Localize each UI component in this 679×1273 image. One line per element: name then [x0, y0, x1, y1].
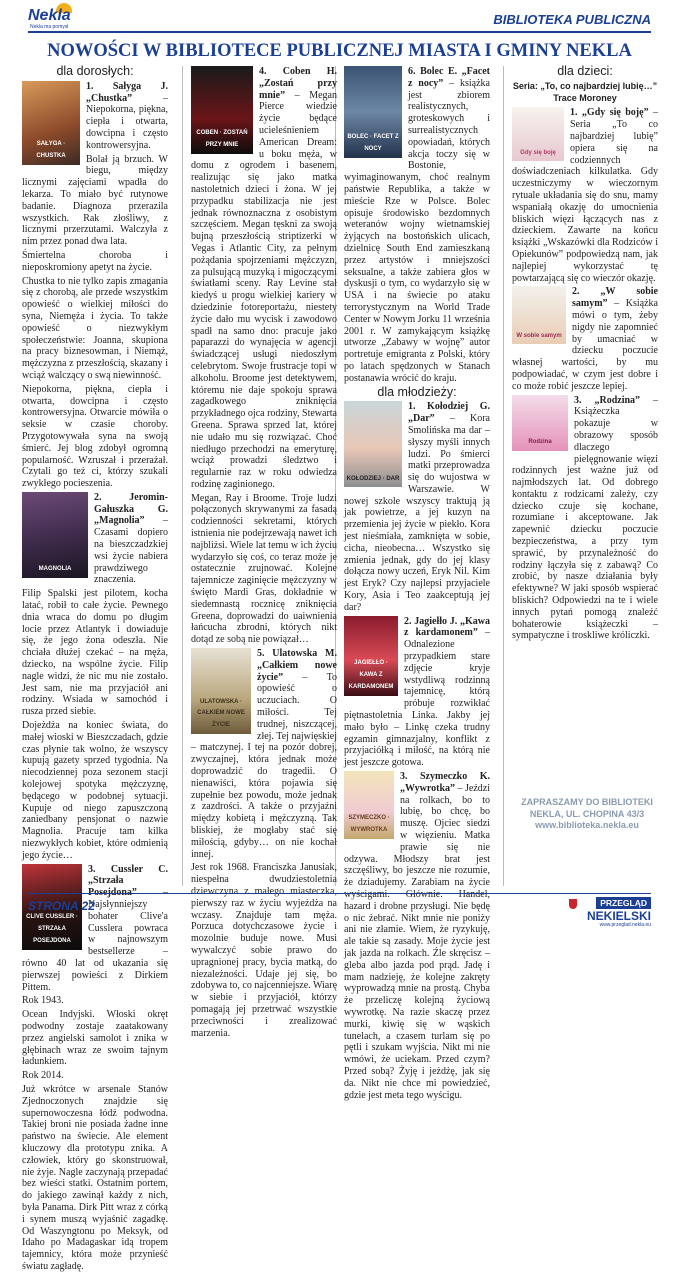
cover-gdy-sie-boje: Gdy się boję [512, 107, 564, 161]
section-label: BIBLIOTEKA PUBLICZNA [493, 12, 651, 27]
paragraph: Bolał ją brzuch. W biegu, między licznymi zajęciami wpadła do lekarza. To miało być rutynowe badanie. Diagnoza przerazila wszystkich. Rak złośliwy, z licznymi przerzutami. Walczyła z nim przez ponad dwa lata. [22, 153, 168, 248]
book-title: 3. Cussler C. „Strzała Posejdona” [88, 863, 168, 899]
book-title: 5. Ulatowska M. „Całkiem nowe życie” [257, 648, 337, 683]
page-number: STRONA 22 [28, 899, 95, 913]
book-text: – Megan Pierce wiedzie życie będące ucieleśnieniem American Dream: u boku męża, w domu z ogrodem i basenem, realizując się jako matka nastoletnich dzieci i żona. W jej przypadku stabilizacja nie jest jednak równoznaczna z osobistym szczęściem. Megan tęskni za swoją bujną przeszłością striptizerki w Vegas i Atlantic City, za pełnym pożądania spojrzeniami mężczyzn, za pulsującą muzyką i migoczącymi światłami sceny. Ray Levine stał kiedyś u progu wielkiej kariery w dziedzinie fotoreportażu, niestety życie dało mu wycisk i zawodowo spadł na samo dno: pracuje jako paparazzi do wynajęcia w agencji świadczącej usługi niedoszłym celebrytom. Swoje frustracje topi w alkoholu. Broome jest detektywem, któremu nie daje spokoju sprawa zagadkowego zniknięcia przykładnego ojca rodziny, Stewarta Greena. Sprawa sprzed lat, której nie udało mu się rozwiązać. Choć niedługo przechodzi na emeryturę, wciąż prowadzi śledztwo i regularnie raz w roku odwiedza rodzinę zaginionego. [191, 89, 337, 490]
przeglad-nekielski-logo [581, 897, 651, 927]
paragraph: Chustka to nie tylko zapis zmagania się z chorobą, ale przede wszystkim opowieść o wielkiej miłości do syna, Niemęża i życia. To także opowieść o niezwykłym społeczeństwie: Joanna, skupiona na pracy biznesowman, i Niemąż, mężczyzna z przeszłością, skazany i wciąż walczący o swą niewinność. [22, 275, 168, 381]
cover-magnolia: MAGNOLIA [22, 492, 88, 578]
masthead-top: PRZEGLĄD [596, 897, 651, 909]
book-title: 6. Bolec E. „Facet z nocy” [408, 66, 490, 89]
book-title: 2. „W sobie samym” [572, 286, 658, 310]
paragraph: Filip Spalski jest pilotem, kocha latać, robił to całe życie. Pewnego dnia wraca do domu po długim locie przez Atlantyk i dowiaduje się, że jego żona odeszła. Nie chciała dłużej czekać – na męża, dziecko, na wspólne życie. Filip nagle widzi, że nic mu nie zostało. Jest sam, nie ma przyjaciół ani rodziny. Wsiada w samochód i rusza przed siebie. [22, 588, 168, 718]
cover-rodzina: Rodzina [512, 395, 568, 451]
footer-rule [28, 893, 651, 894]
youth-heading: dla młodzieży: [377, 384, 457, 399]
book-text: – Jeździ na rolkach, bo to lubię, bo chcę, bo muszę. Ojciec siedzi w więzieniu. Matka prawie się nie odzywa. Młodszy brat jest szczęśliwy, bo jeszcze nie rozumie, że dziadujemy. Zarabiam na życie wyścigami. Głównie. Handel, hazard i drobne przysługi. Nie będę o nic żebrać. Nikt mnie nie poniży ani nie złamie. Wiem, że ryzykuję, ale takie są zasady. Moje życie jest jak jazda na rolkach. Źle skręcisz – gleba albo jazda pod prąd. Jadę i mam nadzieję, że kolejne zakręty wyprowadzą mnie na prostą. Chyba że przeliczę kolejną życiową wywrotkę. Na razie skaczę przez murki, kiwię się w wąskich tunelach, a czasem turlam się po pętli i szukam wyjścia. Nikt mi nie wmówi, że uciekam. Przed czym? Przed sobą? Żyję i jeżdżę, jak się da. Nikt nie chce mi powiedzieć, gdzie jest meta tego wyścigu. [344, 782, 490, 1101]
kids-series: Seria: „To, co najbardziej lubię…” Trace Moroney [512, 80, 658, 103]
logo-text: Nekla [28, 7, 71, 24]
book-title: 4. Coben H. „Zostań przy mnie” [259, 66, 337, 101]
masthead-url: www.przeglad.nekla.eu [599, 922, 651, 928]
paragraph: Śmiertelna choroba i nieposkromiony apetyt na życie. [22, 249, 168, 273]
cover-facet-z-nocy: BOLEC · FACET Z NOCY [344, 66, 402, 158]
paragraph: Megan, Ray i Broome. Troje ludzi połączonych skrywanymi za fasadą codzienności sekretami, których istnienia nie podejrzewają nawet ich najbliżsi. Wiele lat temu w ich życiu wydarzyło się coś, co teraz może je ostatecznie zrujnować. Kolejne tajemnicze zaginięcie mężczyzny w święto Mardi Gras, dokładnie w siedemnastą rocznicę zniknięcia Greena, doprowadzi do uaiwnienia łańcucha zbrodni, których nikt dotąd ze sobą nie powiązał… [191, 492, 337, 646]
page-header [0, 0, 679, 36]
book-text: – Seria „To co najbardziej lubię” opiera się na codziennych doświadczeniach kilkulatka. Gdy uczestniczymy w wieczornym rytuale układania się do snu, mamy wspaniałą okazję do umocnienia bliskich więzi łączących nas z dzieckiem. Zawarte na końcu książki „Wskazówki dla Rodziców i Opiekunów” podpowiedzą nam, jak najlepiej wykorzystać tę powtarzającą się co wieczór okazję. [512, 107, 659, 284]
book-text: – To opowieść o uczuciach. O miłości. Tej trudnej, niszczącej, złej. Tej najwięskiej – matczynej. I tej na pozór dobrej, zwyczajnej, która jednak może doprowadzić do tragedii. O nienawiści, która pojawia się zupełnie bez powodu, może jednak z zazdrości. A także o przyjaźni między kobietą i mężczyzną. Tak bliskiej, że mogłaby stać się miłością, gdyby… on nie kochał innej. [191, 671, 337, 860]
paragraph: Dojeżdża na koniec świata, do małej wioski w Bieszczadach, gdzie czas płynie tak wolno, że wszyscy kupują gazety sprzed tygodnia. Na niecodziennej poza sezonem stacji kolejowej spotyka mężczyznę, będącego w podobnej sytuacji. Kupuje od niego zapuszczoną zaniedbany pensjonat o nazwie Magnolia. Pracuje tam kilka niezwykłych kobiet, które odmienią jego życie… [22, 720, 168, 861]
cover-kawa-z-kardamonem: JAGIEŁŁO · KAWA Z KARDAMONEM [344, 616, 398, 696]
column-2 [191, 66, 338, 1039]
paragraph: Rok 2014. [22, 1070, 64, 1082]
book-text: – Czasami dopiero na bieszczadzkiej wsi życie nabiera prawdziwego znaczenia. [94, 515, 168, 586]
cover-dar: KOŁODZIEJ · DAR [344, 401, 402, 487]
cover-strzala-posejdona: CLIVE CUSSLER · STRZAŁA POSEJDONA [22, 864, 82, 950]
book-text: – Kora Smolińska ma dar – słyszy myśli innych ludzi. Po śmierci matki przeprowadza się do wujostwa w Warszawie. W nowej szkole wszyscy traktują ją jak powietrze, a jej kuzyn na przemienia jej życie w piekło. Kora jest nieśmiała, zamknięta w sobie, cicha, nieobecna… Wszystko się zmienia jednak, gdy do jej klasy dołącza nowy uczeń, Eryk Nil. Kim jest Eryk? Czy najlepsi przyjaciele Kory, Asia i Teo zaakceptują jej dar? [344, 413, 490, 613]
book-title: 3. Szymeczko K. „Wywrotka” [400, 771, 490, 794]
column-divider [503, 66, 504, 886]
cover-zostan-przy-mnie: COBEN · ZOSTAŃ PRZY MNIE [191, 66, 253, 154]
column-4 [512, 66, 658, 872]
book-title: 3. „Rodzina” [574, 394, 641, 406]
library-contact [512, 797, 662, 832]
kids-heading: dla dzieci: [557, 64, 613, 78]
paragraph: Już wkrótce w arsenale Stanów Zjednoczonych znajdzie się supernowoczesna łódź podwodna. Takiej broni nie posiada żadne inne państwo na świecie. Ale element kluczowy dla prototypu znika. A człowiek, który go skonstruował, nie żyje. Nagle zaczynają przepadać bez wieści statki. Ostatnim portem, do jakiego zawinął każdy z nich, była Panama. Dirk Pitt wraz z córką i synem muszą wyjaśnić zagadkę. Od Waszyngtonu po Meksyk, od Idaho po Madagaskar idą tropem tajemnicy, która może przynieść światu zagładę. [22, 1083, 168, 1272]
book-text: – Książeczka pokazuje w obrazowy sposób dlaczego pielęgnowanie więzi rodzinnych jest ważne już od najmłodszych lat. Od dobrego kontaktu z rodzicami zależy, czy dziecko czuje się kochane, rozumiane i akceptowane. Jak zapewnić dziecku poczucie bezpieczeństwa, a przy tym sprawić, by przynależność do rodziny łączyła się z zabawą? Co zrobić, by nasze działania były efektywne? W jaki sposób wspierać bliskich? Odpowiedzi na te i wiele innych pytań pomogą znaleźć bohaterowie książeczki – sympatyczne i troskliwe króliczki. [512, 394, 658, 642]
paragraph: Ocean Indyjski. Włoski okręt podwodny zostaje zaatakowany przez angielski samolot i znika w głębinach wraz ze swoim tajnym ładunkiem. [22, 1009, 168, 1068]
column-3 [344, 66, 490, 1101]
cover-calkiem-nowe-zycie: ULATOWSKA · CAŁKIEM NOWE ŻYCIE [191, 648, 251, 734]
contact-line: ZAPRASZAMY DO BIBLIOTEKI [521, 797, 653, 807]
header-rule [28, 31, 651, 33]
book-title: 1. Sałyga J. „Chustka” [86, 80, 168, 104]
book-text: – Odnalezione przypadkiem stare zdjęcie kryje wstydliwą rodzinną tajemnicę, którą próbuje rozwikłać piętnastoletnia Linka. Jakby jej mało było – Linkę czeka trudny egzamin gimnazjalny, konflikt z przyjaciółką i miłość, na którą nie jest jeszcze gotowa. [344, 627, 490, 769]
book-title: 2. Jeromin-Gałuszka G. „Magnolia” [94, 491, 168, 527]
page-title: NOWOŚCI W BIBLIOTECE PUBLICZNEJ MIASTA I GMINY NEKLA [47, 41, 632, 61]
adults-heading: dla dorosłych: [56, 64, 134, 78]
paragraph: Jest rok 1968. Franciszka Janusiak, niespełna dwudziestoletnia dziewczyna z małego miasteczka, pierwszy raz w życiu wyjeżdża na wczasy. Znajduje tam męża. Porzuca dotychczasowe życie i mozolnie buduje nowe. Musi wywalczyć sobie prawo do upragnionej pracy, bycia matką, do niezależności. Udaje jej się, bo zdobywa to, co najcenniejsze. Wiarę w siebie i przyjaciół, którzy pomagają jej przetrwać wszystkie przeciwności i zrealizować marzenia. [191, 862, 338, 1039]
book-text: – książka jest zbiorem realistycznych, groteskowych i surrealistycznych opowiadań, których akcja toczy się w Bostonie, wyimaginowanym, choć realnym państwie Republika, a także w mieście Rze w Polsce. Bolec opisuje środowisko bezdomnych weteranów wojny wietnamskiej żyjących na bostońskich ulicach, dzielnicę South End zamieszkaną przez artystów i mniejszości seksualne, a także zabiera głos w dyskusji o tym, co wydarzyło się w USA i na świecie po ataku terrorystycznym na World Trade Center w Nowym Jorku 11 września 2001 r. W zamykającym książkę utworze „Zabawy w wojnę” autor portretuje emigranta z Polski, który po latach spędzonych w Stanach postanawia wrócić do kraju. [344, 77, 490, 384]
column-divider [182, 66, 183, 886]
nekla-logo [22, 5, 102, 33]
book-text: – Niepokorna, piękna, ciepła i otwarta, dowcipna i często kontrowersyjna. [86, 92, 168, 151]
library-link[interactable]: www.biblioteka.nekla.eu [535, 820, 639, 830]
logo-tagline: Nekla ma pomysł [30, 24, 69, 30]
book-title: 2. Jagiełło J. „Kawa z kardamonem” [404, 615, 490, 639]
cover-chustka: SAŁYGA · CHUSTKA [22, 81, 80, 165]
cover-w-sobie-samym: W sobie samym [512, 286, 566, 344]
paragraph: Niepokorna, piękna, ciepła i otwarta, dowcipna i często kontrowersyjna. Otwarcie mówiła o seksie w czasie choroby. Przygotowywała syna na swoją śmierć. Jej blog zdobył ogromną popularność. Wzruszał i przerażał. Czytali go też ci, którzy szukali zwykłego pocieszenia. [22, 383, 168, 490]
contact-line: NEKLA, UL. CHOPINA 43/3 [529, 808, 645, 819]
masthead-main: NEKIELSKI [586, 909, 651, 923]
cover-wywrotka: SZYMECZKO · WYWROTKA [344, 771, 394, 839]
book-title: 1. Kołodziej G. „Dar” [408, 401, 490, 425]
crest-icon [569, 899, 577, 909]
book-text: – Najsłynniejszy bohater Clive'a Cusslera powraca w najnowszym bestsellerze – równo 40 lat od ukazania się pierwszej powieści z Dirkiem Pittem. [22, 887, 168, 993]
book-text: – Książka mówi o tym, żeby nigdy nie zapomnieć by umacniać w dziecku poczucie własnej wartości, by mu podpowiadać, w czym jest dobre i co może robić jeszcze lepiej. [512, 298, 658, 392]
paragraph: Rok 1943. [22, 995, 64, 1007]
book-title: 1. „Gdy się boję” [570, 107, 649, 119]
